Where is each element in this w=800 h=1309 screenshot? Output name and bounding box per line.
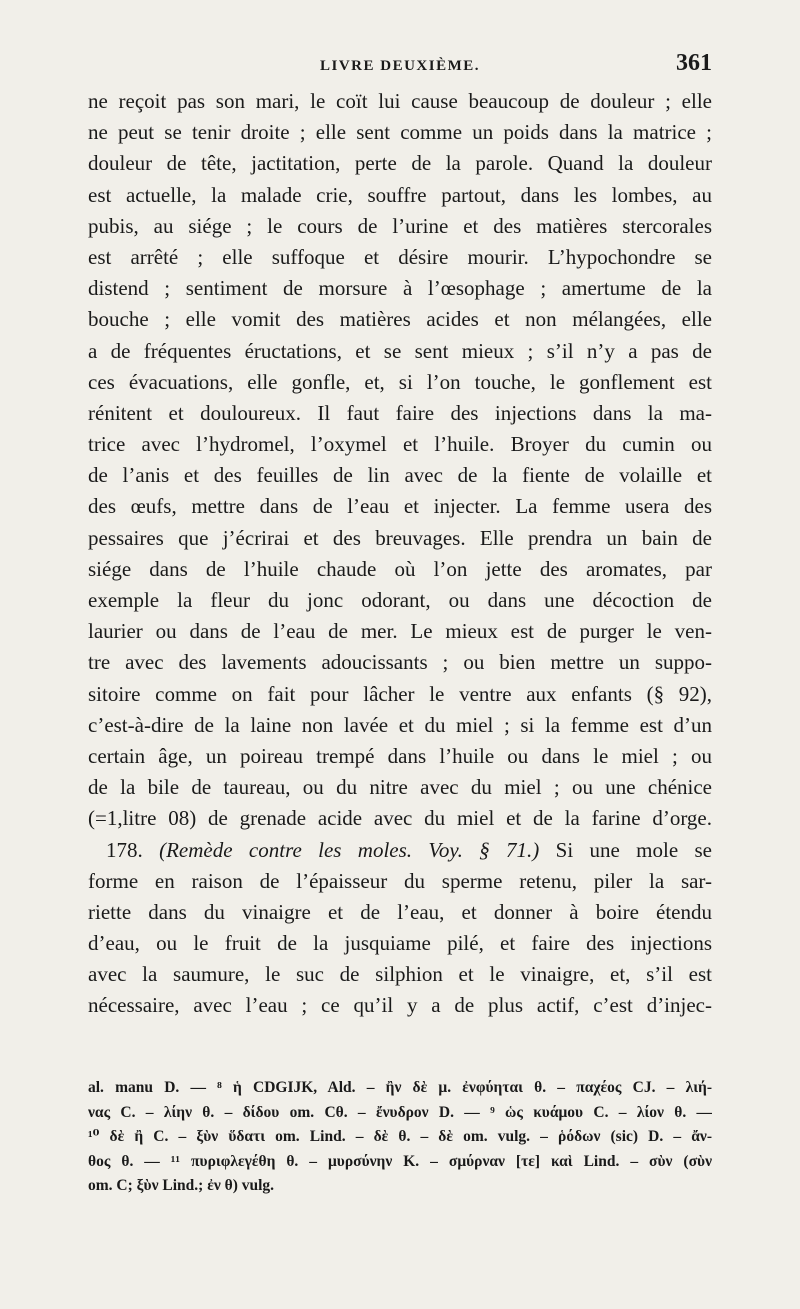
text-line: de la bile de taureau, ou du nitre avec du miel ; ou une chénice: [88, 775, 712, 800]
footnotes: [88, 1076, 712, 1199]
footnote-line: ¹⁰ δὲ ἢ C. – ξὺν ὕδατι om. Lind. – δὲ θ. – δὲ om. vulg. – ῥόδων (sic) D. – ἄν-: [88, 1128, 712, 1145]
text-line: est arrêté ; elle suffoque et désire mourir. L’hypochondre se: [88, 244, 712, 269]
text-line: pessaires que j’écrirai et des breuvages. Elle prendra un bain de: [88, 525, 712, 550]
section-first-line: Si une mole se: [539, 837, 712, 862]
text-line: distend ; sentiment de morsure à l’œsophage ; amertume de la: [88, 276, 712, 301]
text-line: bouche ; elle vomit des matières acides et non mélangées, elle: [88, 307, 712, 332]
text-line: d’eau, ou le fruit de la jusquiame pilé, et faire des injections: [88, 931, 712, 956]
footnote-line: θος θ. — ¹¹ πυριφλεγέθη θ. – μυρσύνην K. – σμύρναν [τε] καὶ Lind. – σὺν (σὺν: [88, 1152, 712, 1170]
text-line: de l’anis et des feuilles de lin avec de la fiente de volaille et: [88, 463, 712, 488]
text-line: forme en raison de l’épaisseur du sperme retenu, piler la sar-: [88, 868, 712, 893]
text-line: certain âge, un poireau trempé dans l’huile ou dans le miel ; ou: [88, 743, 712, 768]
running-head: LIVRE DEUXIÈME.: [319, 58, 481, 74]
text-line: exemple la fleur du jonc odorant, ou dans une décoction de: [88, 588, 712, 612]
text-line: nécessaire, avec l’eau ; ce qu’il y a de plus actif, c’est d’injec-: [88, 993, 712, 1018]
text-line: douleur de tête, jactitation, perte de la parole. Quand la douleur: [88, 151, 712, 176]
text-line: laurier ou dans de l’eau de mer. Le mieux est de purger le ven-: [88, 619, 712, 644]
text-line: avec la saumure, le suc de silphion et le vinaigre, et, s’il est: [88, 962, 712, 987]
text-line: est actuelle, la malade crie, souffre partout, dans les lombes, au: [88, 182, 712, 207]
text-line: des œufs, mettre dans de l’eau et injecter. La femme usera des: [88, 494, 712, 519]
footnote-line: om. C; ξὺν Lind.; ἐν θ) vulg.: [88, 1177, 275, 1194]
text-line: sitoire comme on fait pour lâcher le ventre aux enfants (§ 92),: [88, 681, 712, 706]
section-title: (Remède contre les moles. Voy. § 71.): [159, 837, 540, 862]
text-line: ne reçoit pas son mari, le coït lui cause beaucoup de douleur ; elle: [88, 89, 712, 113]
footnote-line: al. manu D. — ⁸ ἡ CDGIJK, Ald. – ἢν δὲ μ. ἐνφύηται θ. – παχέος CJ. – λιή-: [88, 1079, 712, 1096]
text-line: ne peut se tenir droite ; elle sent comme un poids dans la matrice ;: [88, 120, 712, 145]
section-number: 178.: [106, 837, 143, 862]
page-header: [88, 50, 712, 80]
text-line: pubis, au siége ; le cours de l’urine et des matières stercorales: [88, 213, 712, 238]
text-line: (=1,litre 08) de grenade acide avec du miel et de la farine d’orge.: [88, 806, 712, 831]
text-line: riette dans du vinaigre et de l’eau, et donner à boire étendu: [88, 899, 712, 924]
footnote-line: νας C. – λίην θ. – δίδου om. Cθ. – ἔνυδρον D. — ⁹ ὡς κυάμου C. – λίον θ. —: [88, 1103, 712, 1121]
text-line: trice avec l’hydromel, l’oxymel et l’huile. Broyer du cumin ou: [88, 432, 712, 457]
text-line: siége dans de l’huile chaude où l’on jette des aromates, par: [88, 556, 712, 581]
text-line: a de fréquentes éructations, et se sent mieux ; s’il n’y a pas de: [88, 338, 712, 363]
main-text: [88, 86, 712, 1022]
text-line: ces évacuations, elle gonfle, et, si l’on touche, le gonflement est: [88, 369, 712, 394]
section-heading-line: [88, 835, 712, 866]
text-line: rénitent et douloureux. Il faut faire des injections dans la ma-: [88, 400, 712, 425]
page-number: 361: [676, 50, 712, 76]
text-line: tre avec des lavements adoucissants ; ou bien mettre un suppo-: [88, 650, 712, 675]
text-line: c’est-à-dire de la laine non lavée et du miel ; si la femme est d’un: [88, 712, 712, 737]
